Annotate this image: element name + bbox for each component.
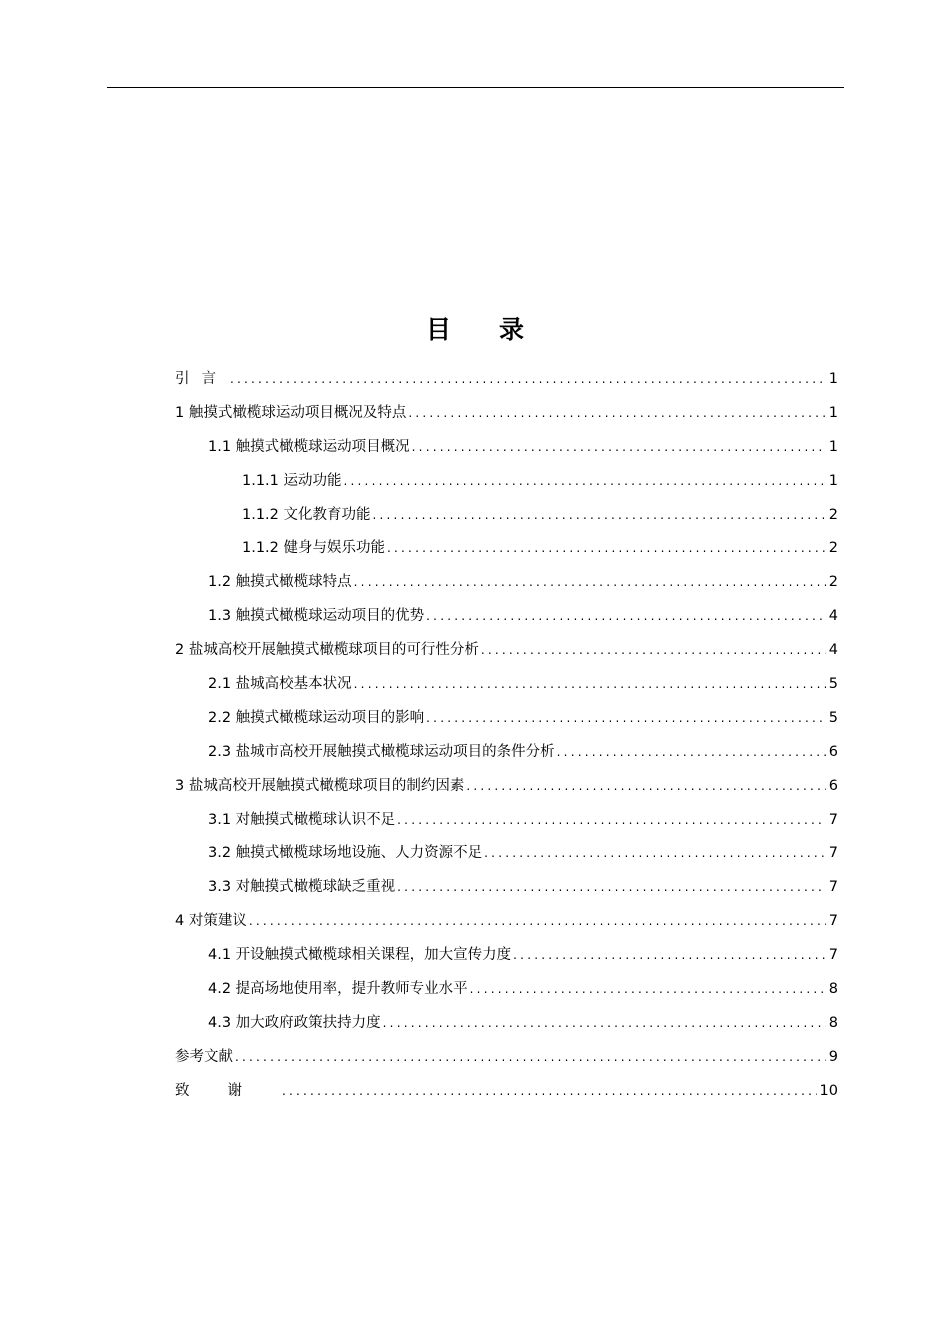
toc-entry[interactable] bbox=[175, 499, 838, 533]
toc-entry[interactable] bbox=[175, 363, 838, 397]
toc-page-number: 1 bbox=[828, 472, 838, 489]
toc-entry-label: 引言 bbox=[175, 371, 228, 387]
toc-entry[interactable] bbox=[175, 973, 838, 1007]
toc-entry-label: 4.3 加大政府政策扶持力度 bbox=[208, 1014, 381, 1031]
toc-dot-leader bbox=[408, 397, 825, 431]
toc-entry-label: 2.1 盐城高校基本状况 bbox=[208, 676, 352, 693]
toc-entry-label: 1.2 触摸式橄榄球特点 bbox=[208, 574, 352, 591]
toc-entry-label: 2 盐城高校开展触摸式橄榄球项目的可行性分析 bbox=[175, 642, 479, 659]
toc-entry-label: 4 对策建议 bbox=[175, 913, 247, 930]
toc-entry[interactable] bbox=[175, 939, 838, 973]
toc-dot-leader bbox=[397, 871, 826, 905]
toc-dot-leader bbox=[354, 566, 826, 600]
toc-entry[interactable] bbox=[175, 465, 838, 499]
toc-entry[interactable] bbox=[175, 532, 838, 566]
toc-entry-label: 3.3 对触摸式橄榄球缺乏重视 bbox=[208, 879, 396, 896]
toc-entry[interactable] bbox=[175, 431, 838, 465]
toc-dot-leader bbox=[344, 465, 826, 499]
toc-page-number: 1 bbox=[828, 438, 838, 455]
toc-page-number: 7 bbox=[828, 879, 838, 896]
page-title-char-1: 目 bbox=[425, 314, 451, 344]
toc-entry[interactable] bbox=[175, 1075, 838, 1109]
toc-entry-label: 4.2 提高场地使用率，提升教师专业水平 bbox=[208, 981, 468, 998]
toc-page-number: 5 bbox=[828, 676, 838, 693]
toc-dot-leader bbox=[426, 702, 826, 736]
toc-entry-label: 3 盐城高校开展触摸式橄榄球项目的制约因素 bbox=[175, 777, 465, 794]
toc-dot-leader bbox=[230, 363, 826, 397]
toc-page-number: 7 bbox=[828, 947, 838, 964]
toc-page-number: 7 bbox=[828, 845, 838, 862]
toc-dot-leader bbox=[383, 1007, 826, 1041]
toc-entry-label: 1 触摸式橄榄球运动项目概况及特点 bbox=[175, 404, 407, 421]
toc-entry[interactable] bbox=[175, 837, 838, 871]
toc-entry-label: 1.1.1 运动功能 bbox=[242, 472, 342, 489]
toc-page-number: 8 bbox=[828, 1014, 838, 1031]
toc-entry-label: 2.2 触摸式橄榄球运动项目的影响 bbox=[208, 709, 425, 726]
toc-entry[interactable] bbox=[175, 668, 838, 702]
toc-entry[interactable] bbox=[175, 702, 838, 736]
toc-page-number: 5 bbox=[828, 709, 838, 726]
toc-page-number: 1 bbox=[828, 371, 838, 387]
toc-entry[interactable] bbox=[175, 397, 838, 431]
toc-entry-label: 4.1 开设触摸式橄榄球相关课程，加大宣传力度 bbox=[208, 947, 512, 964]
toc-entry[interactable] bbox=[175, 1007, 838, 1041]
page-title bbox=[0, 310, 950, 350]
toc-entry-label: 1.1 触摸式橄榄球运动项目概况 bbox=[208, 438, 410, 455]
toc-dot-leader bbox=[397, 804, 826, 838]
toc-dot-leader bbox=[387, 532, 826, 566]
toc-page-number: 6 bbox=[828, 777, 838, 794]
toc-page-number: 2 bbox=[828, 540, 838, 557]
toc-dot-leader bbox=[373, 499, 826, 533]
toc-page-number: 4 bbox=[828, 642, 838, 659]
toc-dot-leader bbox=[282, 1075, 817, 1109]
toc-dot-leader bbox=[412, 431, 826, 465]
toc-page-number: 8 bbox=[828, 981, 838, 998]
toc-page-number: 7 bbox=[828, 811, 838, 828]
toc-entry[interactable] bbox=[175, 804, 838, 838]
toc-dot-leader bbox=[513, 939, 826, 973]
toc-page-number: 2 bbox=[828, 574, 838, 591]
toc-entry-label: 1.3 触摸式橄榄球运动项目的优势 bbox=[208, 608, 425, 625]
toc-entry[interactable] bbox=[175, 634, 838, 668]
toc-entry-label: 致谢 bbox=[175, 1082, 280, 1099]
toc-entry-label: 2.3 盐城市高校开展触摸式橄榄球运动项目的条件分析 bbox=[208, 743, 555, 760]
toc-page-number: 2 bbox=[828, 506, 838, 523]
table-of-contents bbox=[175, 363, 838, 1109]
toc-dot-leader bbox=[249, 905, 826, 939]
toc-entry[interactable] bbox=[175, 566, 838, 600]
toc-dot-leader bbox=[481, 634, 826, 668]
toc-entry-label: 3.2 触摸式橄榄球场地设施、人力资源不足 bbox=[208, 845, 483, 862]
toc-entry[interactable] bbox=[175, 1041, 838, 1075]
toc-entry[interactable] bbox=[175, 736, 838, 770]
toc-page-number: 7 bbox=[828, 913, 838, 930]
toc-page-number: 1 bbox=[828, 404, 838, 421]
toc-entry[interactable] bbox=[175, 600, 838, 634]
toc-dot-leader bbox=[426, 600, 826, 634]
toc-entry-label: 1.1.2 文化教育功能 bbox=[242, 506, 371, 523]
toc-dot-leader bbox=[557, 736, 826, 770]
toc-page-number: 6 bbox=[828, 743, 838, 760]
toc-entry[interactable] bbox=[175, 871, 838, 905]
toc-entry-label: 1.1.2 健身与娱乐功能 bbox=[242, 540, 386, 557]
toc-entry-label: 3.1 对触摸式橄榄球认识不足 bbox=[208, 811, 396, 828]
toc-entry[interactable] bbox=[175, 905, 838, 939]
toc-page-number: 9 bbox=[828, 1048, 838, 1065]
toc-dot-leader bbox=[354, 668, 826, 702]
page-title-char-2: 录 bbox=[499, 314, 525, 344]
toc-dot-leader bbox=[484, 837, 826, 871]
header-rule bbox=[107, 87, 844, 88]
toc-dot-leader bbox=[466, 770, 825, 804]
toc-entry[interactable] bbox=[175, 770, 838, 804]
toc-page-number: 4 bbox=[828, 608, 838, 625]
toc-dot-leader bbox=[470, 973, 826, 1007]
toc-page-number: 10 bbox=[819, 1082, 838, 1099]
toc-dot-leader bbox=[235, 1041, 826, 1075]
toc-entry-label: 参考文献 bbox=[175, 1048, 233, 1065]
